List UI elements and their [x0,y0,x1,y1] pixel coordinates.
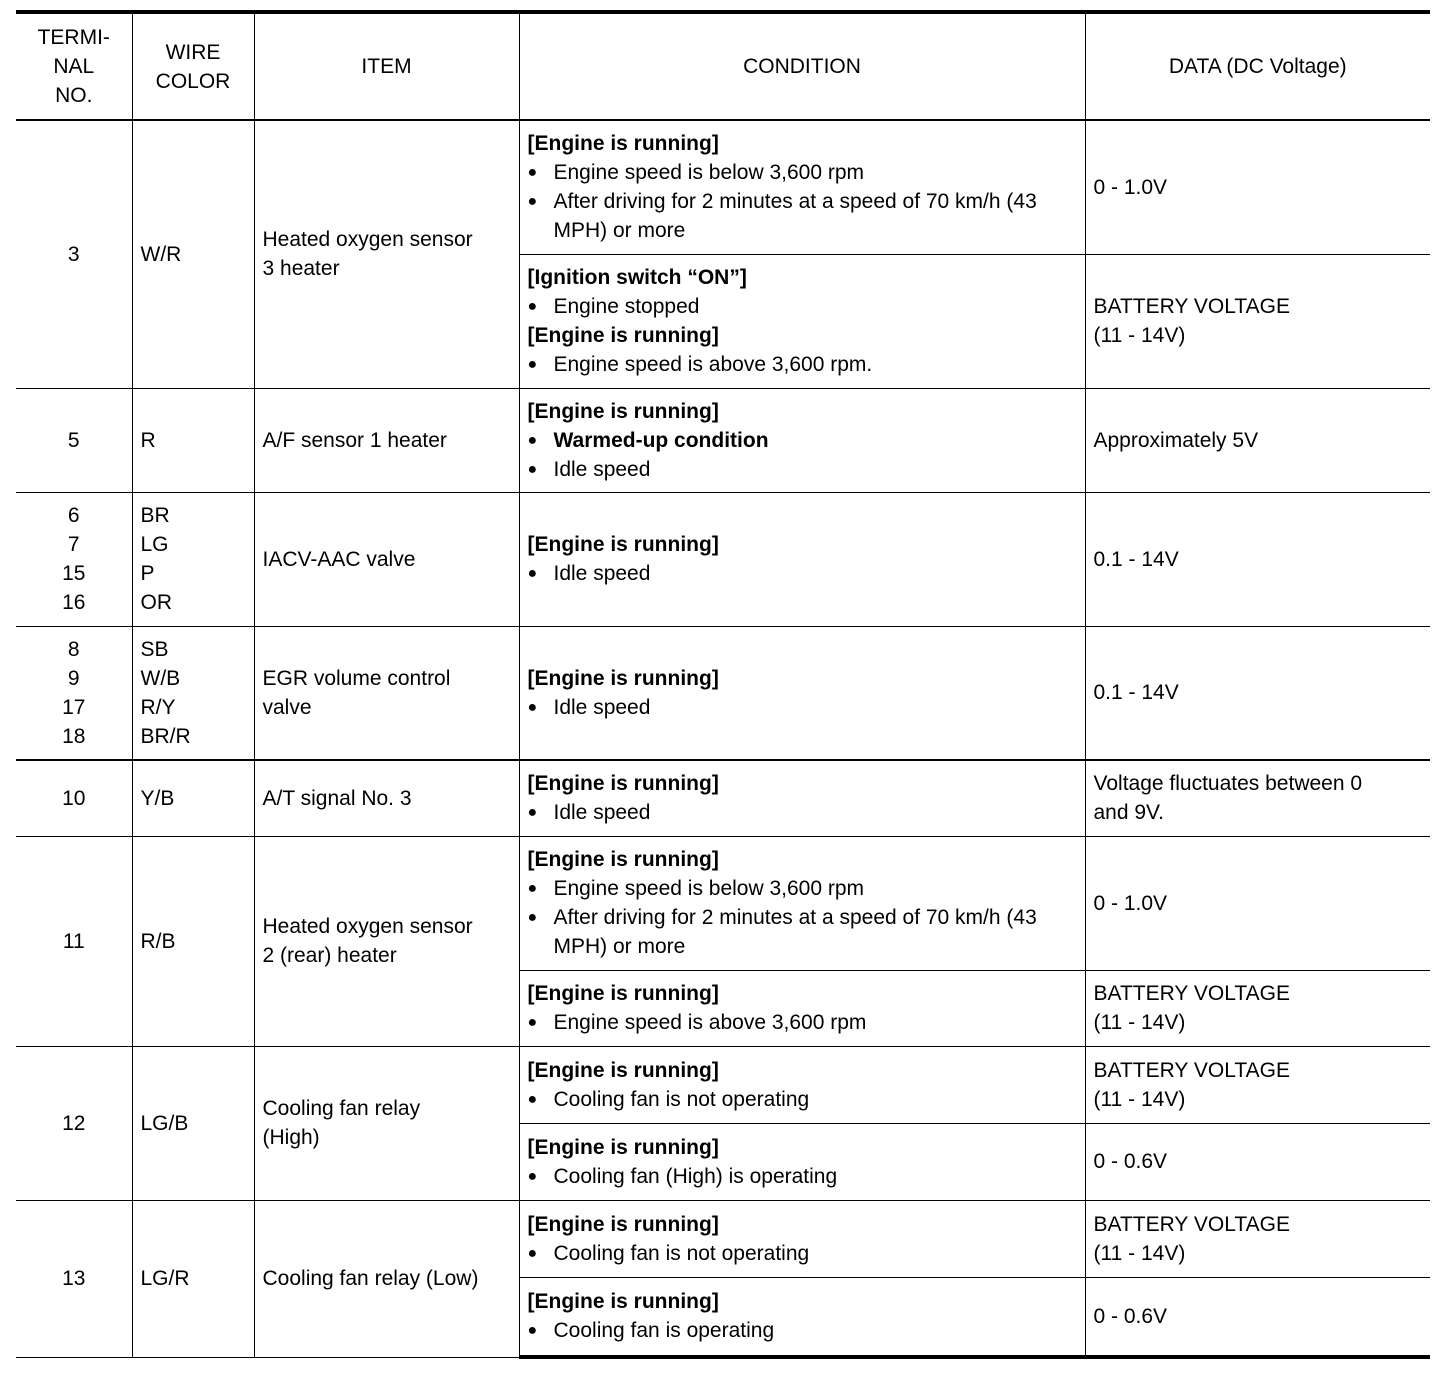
condition-cell [519,120,1085,254]
wire-color: LG/B [140,1111,189,1135]
item-name: Heated oxygen sensor [262,228,473,252]
condition-text: Cooling fan is not operating [553,1241,810,1265]
data-value: 0 - 1.0V [1093,175,1168,199]
condition-cell [519,492,1085,626]
wire-color: OR [140,591,172,614]
wire-color: R [140,428,156,452]
condition-bullet [528,292,1077,321]
item-name: A/T signal No. 3 [262,786,412,810]
item-name: (High) [262,1126,320,1149]
data-cell [1085,1200,1430,1277]
condition-text: Engine speed is above 3,600 rpm [553,1011,867,1034]
data-cell [1085,760,1430,836]
wire-color: R/Y [140,695,176,719]
terminal-no: 13 [62,1267,86,1290]
data-cell [1085,1123,1430,1200]
wire-color-cell [132,836,254,1046]
condition-heading: [Engine is running] [527,1212,719,1236]
terminal-no: 6 [67,504,80,527]
item-cell [254,388,519,492]
condition-bullet [528,455,1077,484]
data-value: (11 - 14V) [1093,1011,1186,1034]
terminal-no: 12 [62,1111,86,1135]
wire-color-cell [132,1046,254,1200]
item-name: EGR volume control [262,666,451,690]
condition-text: Idle speed [553,695,651,719]
table-row [16,1200,1430,1277]
data-cell [1085,492,1430,626]
condition-cell [519,836,1085,970]
condition-text: Idle speed [553,562,651,585]
condition-cell [519,388,1085,492]
data-cell [1085,254,1430,388]
terminal-no: 11 [62,929,85,953]
header-wire-color: WIRE COLOR [132,12,254,120]
data-value: BATTERY VOLTAGE [1093,982,1290,1005]
bullet-dot-icon: ● [527,565,538,582]
data-value: 0 - 0.6V [1093,1150,1168,1173]
bullet-dot-icon: ● [527,460,538,478]
table-row [16,120,1430,254]
bullet-dot-icon: ● [527,356,538,373]
condition-cell [519,1123,1085,1200]
table-header-row [16,12,1430,120]
bullet-dot-icon: ● [527,880,538,897]
condition-text: Cooling fan is not operating [553,1087,810,1111]
bullet-dot-icon: ● [527,164,538,182]
condition-bullet [528,903,1077,961]
data-value: Approximately 5V [1093,428,1259,452]
wire-color-cell [132,388,254,492]
condition-bullet [528,874,1077,903]
condition-cell [519,760,1085,836]
data-value: (11 - 14V) [1093,1087,1186,1111]
condition-bullet [528,559,1077,588]
bullet-dot-icon: ● [527,431,538,449]
data-cell [1085,836,1430,970]
item-name: 3 heater [262,257,340,281]
ecm-terminal-table [16,10,1430,1359]
data-value: BATTERY VOLTAGE [1093,1058,1290,1082]
wire-color-cell [132,760,254,836]
terminal-no-cell [16,760,132,836]
terminal-no-cell [16,492,132,626]
condition-heading: [Engine is running] [527,848,719,871]
data-value: (11 - 14V) [1093,324,1186,347]
data-value: 0.1 - 14V [1093,547,1179,571]
terminal-no: 17 [62,695,86,719]
wire-color: W/R [140,242,182,266]
wire-color: Y/B [140,786,175,810]
item-cell [254,1200,519,1357]
condition-cell [519,254,1085,388]
condition-text: Warmed-up condition [553,428,769,452]
condition-text: After driving for 2 minutes at a speed of 70 km/h (43 MPH) or more [553,190,1037,243]
data-cell [1085,388,1430,492]
terminal-no-cell [16,836,132,1046]
wire-color-cell [132,626,254,760]
terminal-no: 15 [62,562,86,585]
bullet-dot-icon: ● [527,1167,538,1185]
condition-heading: [Engine is running] [527,533,719,556]
item-name: Cooling fan relay [262,1097,421,1120]
bullet-dot-icon: ● [527,698,538,716]
data-value: 0.1 - 14V [1093,681,1179,705]
terminal-no: 8 [67,637,80,661]
bullet-dot-icon: ● [527,1322,538,1340]
item-name: Cooling fan relay (Low) [262,1267,479,1290]
data-value: and 9V. [1093,801,1164,825]
header-data: DATA (DC Voltage) [1085,12,1430,120]
data-value: Voltage fluctuates between 0 [1093,772,1363,796]
table-row [16,760,1430,836]
data-value: 0 - 0.6V [1093,1304,1168,1328]
wire-color: R/B [140,929,176,953]
header-condition: CONDITION [519,12,1085,120]
wire-color-cell [132,120,254,388]
item-name: Heated oxygen sensor [262,915,473,938]
condition-heading: [Engine is running] [527,666,719,690]
terminal-no-cell [16,120,132,388]
bullet-dot-icon: ● [527,1244,538,1262]
item-cell [254,492,519,626]
item-cell [254,626,519,760]
item-name: IACV-AAC valve [262,547,416,571]
data-value: (11 - 14V) [1093,1241,1186,1265]
item-name: A/F sensor 1 heater [262,428,447,452]
condition-text: Cooling fan (High) is operating [553,1164,838,1188]
condition-heading: [Engine is running] [527,772,719,796]
terminal-no-cell [16,626,132,760]
condition-bullet [528,350,1077,379]
wire-color: W/B [140,666,181,690]
table-row [16,836,1430,970]
terminal-no: 7 [67,533,80,556]
header-terminal-no: TERMI- NAL NO. [16,12,132,120]
condition-bullet [528,1085,1077,1114]
table-row [16,388,1430,492]
wire-color: LG [140,533,169,556]
condition-cell [519,1046,1085,1123]
terminal-no-cell [16,1046,132,1200]
data-cell [1085,120,1430,254]
item-cell [254,120,519,388]
condition-cell [519,970,1085,1046]
bullet-dot-icon: ● [527,298,538,315]
condition-cell [519,1277,1085,1357]
terminal-no: 5 [67,428,80,452]
terminal-no: 10 [62,786,86,810]
condition-bullet [528,158,1077,187]
condition-cell [519,626,1085,760]
condition-bullet [528,1162,1077,1191]
condition-heading: [Ignition switch “ON”] [527,266,747,289]
condition-bullet [528,187,1077,245]
condition-bullet [528,1008,1077,1037]
condition-bullet [528,798,1077,827]
terminal-no: 18 [62,724,86,748]
header-item: ITEM [254,12,519,120]
condition-bullet [528,426,1077,455]
item-cell [254,836,519,1046]
condition-text: Engine stopped [553,295,700,318]
data-cell [1085,1046,1430,1123]
wire-color: P [140,562,155,585]
bullet-dot-icon: ● [527,804,538,822]
item-cell [254,1046,519,1200]
item-name: 2 (rear) heater [262,944,397,967]
terminal-no: 3 [67,242,80,266]
terminal-no: 16 [62,591,86,614]
condition-heading: [Engine is running] [527,132,719,156]
condition-text: Idle speed [553,457,651,481]
condition-text: After driving for 2 minutes at a speed of 70 km/h (43 MPH) or more [553,906,1037,958]
condition-heading: [Engine is running] [527,1058,719,1082]
wire-color: BR/R [140,724,191,748]
condition-heading: [Engine is running] [527,982,719,1005]
terminal-no-cell [16,1200,132,1357]
data-cell [1085,970,1430,1046]
data-value: 0 - 1.0V [1093,891,1168,915]
condition-heading: [Engine is running] [527,1135,719,1159]
item-name: valve [262,695,312,719]
condition-heading: [Engine is running] [527,1290,719,1314]
terminal-no-cell [16,388,132,492]
data-value: BATTERY VOLTAGE [1093,295,1290,318]
condition-heading: [Engine is running] [527,399,719,423]
condition-text: Engine speed is below 3,600 rpm [553,877,865,900]
condition-text: Engine speed is below 3,600 rpm [553,161,865,185]
wire-color: LG/R [140,1267,190,1290]
condition-text: Cooling fan is operating [553,1319,775,1343]
data-value: BATTERY VOLTAGE [1093,1212,1290,1236]
bullet-dot-icon: ● [527,1014,538,1031]
condition-bullet [528,693,1077,722]
table-row [16,492,1430,626]
condition-heading: [Engine is running] [527,324,719,347]
bullet-dot-icon: ● [527,909,538,926]
data-cell [1085,1277,1430,1357]
item-cell [254,760,519,836]
bullet-dot-icon: ● [527,1090,538,1108]
wire-color: BR [140,504,170,527]
wire-color: SB [140,637,169,661]
condition-text: Engine speed is above 3,600 rpm. [553,353,873,376]
condition-bullet [528,1239,1077,1268]
wire-color-cell [132,1200,254,1357]
table-row [16,626,1430,760]
condition-text: Idle speed [553,801,651,825]
condition-bullet [528,1316,1077,1345]
wire-color-cell [132,492,254,626]
table-row [16,1046,1430,1123]
terminal-no: 9 [67,666,80,690]
condition-cell [519,1200,1085,1277]
data-cell [1085,626,1430,760]
bullet-dot-icon: ● [527,193,538,211]
